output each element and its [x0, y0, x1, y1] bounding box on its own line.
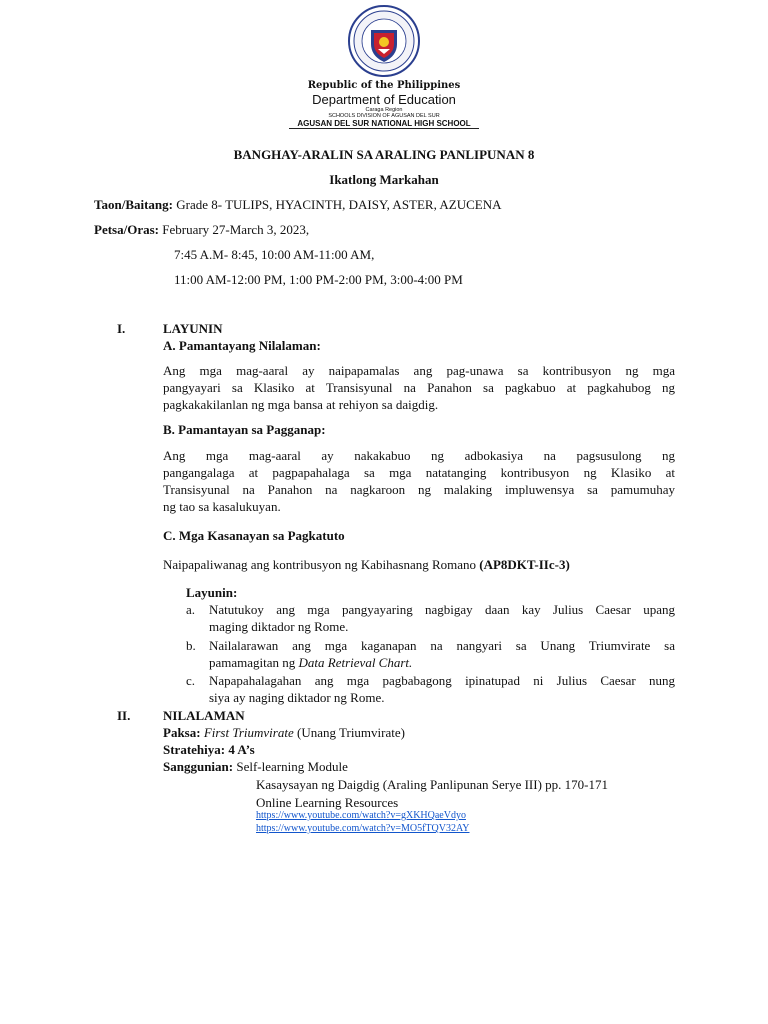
- section-1-heading: LAYUNIN: [163, 321, 223, 336]
- strategy-line: Stratehiya: 4 A’s: [163, 742, 255, 757]
- subsection-c-heading: C. Mga Kasanayan sa Pagkatuto: [163, 528, 345, 543]
- deped-seal-logo: [347, 4, 421, 78]
- subsection-b-line-2: pangangalaga at pagpapahalaga sa mga natatanging kontribusyon ng Klasiko at: [163, 465, 675, 480]
- date-label: Petsa/Oras:: [94, 222, 159, 237]
- time-line-2: 11:00 AM-12:00 PM, 1:00 PM-2:00 PM, 3:00-4:00 PM: [174, 272, 463, 287]
- date-value: February 27-March 3, 2023,: [158, 222, 310, 237]
- section-2-heading: NILALAMAN: [163, 708, 245, 723]
- subsection-a-heading: A. Pamantayang Nilalaman:: [163, 338, 321, 353]
- date-line: [94, 221, 309, 238]
- document-subtitle: Ikatlong Markahan: [329, 172, 439, 187]
- subsection-b-heading: B. Pamantayan sa Pagganap:: [163, 422, 326, 437]
- subsection-b-line-3: Transisyunal na Panahon na nagkaroon ng malaking impluwensya sa pamumuhay: [163, 482, 675, 497]
- sanggunian-line: [163, 758, 348, 775]
- resource-link-1[interactable]: https://www.youtube.com/watch?v=gXKHQaeVdyo: [256, 810, 466, 821]
- division-name: SCHOOLS DIVISION OF AGUSAN DEL SUR: [328, 113, 440, 119]
- header-rule: [289, 128, 479, 129]
- objective-a-line-2: maging diktador ng Rome.: [209, 619, 349, 634]
- objective-c-marker: c.: [186, 673, 196, 688]
- time-line-1: 7:45 A.M- 8:45, 10:00 AM-11:00 AM,: [174, 247, 375, 262]
- region-name: Caraga Region: [365, 107, 403, 113]
- subsection-b-line-4: ng tao sa kasalukuyan.: [163, 499, 281, 514]
- paksa-rest: (Unang Triumvirate): [293, 725, 405, 740]
- department-name: Department of Education: [312, 92, 456, 107]
- objective-b-italic: Data Retrieval Chart.: [298, 655, 413, 670]
- objectives-label: Layunin:: [186, 585, 238, 600]
- objective-c-line-2: siya ay naging diktador ng Rome.: [209, 690, 385, 705]
- subsection-a-line-1: Ang mga mag-aaral ay naipapamalas ang pag-unawa sa kontribusyon ng mga: [163, 363, 675, 378]
- subsection-a-line-3: pagkakakilanlan ng mga bansa at rehiyon sa daigdig.: [163, 397, 439, 412]
- paksa-label: Paksa:: [163, 725, 201, 740]
- competency-text: Naipapaliwanag ang kontribusyon ng Kabihasnang Romano: [163, 557, 480, 572]
- paksa-line: [163, 724, 405, 741]
- grade-label: Taon/Baitang:: [94, 197, 173, 212]
- sanggunian-value: Self-learning Module: [233, 759, 348, 774]
- competency-line: [163, 556, 570, 573]
- reference-2: Online Learning Resources: [256, 795, 399, 810]
- grade-value: Grade 8- TULIPS, HYACINTH, DAISY, ASTER, AZUCENA: [173, 197, 502, 212]
- objective-b-line-1: Nailalarawan ang mga kaganapan na nangyari sa Unang Triumvirate sa: [209, 638, 675, 653]
- objective-a-marker: a.: [186, 602, 196, 617]
- subsection-a-line-2: pangyayari sa Klasiko at Transisyunal na Panahon sa pagkabuo at pagkahubog ng: [163, 380, 675, 395]
- objective-a-line-1: Natutukoy ang mga pangyayaring nagbigay daan kay Julius Caesar upang: [209, 602, 675, 617]
- sanggunian-label: Sanggunian:: [163, 759, 234, 774]
- objective-b-marker: b.: [186, 638, 196, 653]
- grade-line: [94, 196, 502, 213]
- objective-c-line-1: Napapahalagahan ang mga pagbabagong ipinatupad ni Julius Caesar nung: [209, 673, 675, 688]
- section-2-numeral: II.: [117, 708, 131, 723]
- republic-line: Republic of the Philippines: [307, 80, 461, 91]
- paksa-italic: First Triumvirate: [200, 725, 294, 740]
- reference-1: Kasaysayan ng Daigdig (Araling Panlipunan Serye III) pp. 170-171: [256, 777, 608, 792]
- school-name: AGUSAN DEL SUR NATIONAL HIGH SCHOOL: [297, 119, 471, 128]
- objective-b-line-2: [209, 654, 412, 671]
- section-1-numeral: I.: [117, 321, 126, 336]
- objective-b-line-2-text: pamamagitan ng: [209, 655, 299, 670]
- document-title: BANGHAY-ARALIN SA ARALING PANLIPUNAN 8: [233, 147, 535, 162]
- subsection-b-line-1: Ang mga mag-aaral ay nakakabuo ng adbokasiya na pagsusulong ng: [163, 448, 675, 463]
- resource-link-2[interactable]: https://www.youtube.com/watch?v=MO5fTQV32AY: [256, 823, 470, 834]
- competency-code: (AP8DKT-IIc-3): [479, 557, 570, 572]
